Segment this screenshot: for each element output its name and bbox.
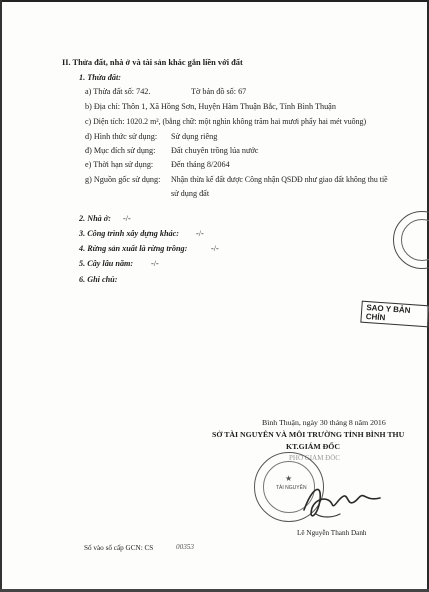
- item-perennial-value: -/-: [151, 259, 159, 268]
- registry-label: Số vào sổ cấp GCN: CS: [84, 544, 154, 552]
- scan-edge-top: [0, 0, 429, 2]
- origin-value-line2: sử dụng đất: [171, 189, 210, 198]
- item-construction-label: 3. Công trình xây dựng khác:: [79, 229, 179, 238]
- land-area: c) Diện tích: 1020.2 m², (bằng chữ: một nghìn không trăm hai mươi phẩy hai mét vuông): [85, 117, 367, 126]
- use-form-value: Sử dụng riêng: [171, 132, 218, 141]
- scan-edge-left: [0, 0, 2, 592]
- issuing-agency: SỞ TÀI NGUYÊN VÀ MÔI TRƯỜNG TỈNH BÌNH THU: [212, 430, 405, 439]
- land-address: b) Địa chỉ: Thôn 1, Xã Hồng Sơn, Huyện Hàm Thuận Bắc, Tỉnh Bình Thuận: [85, 102, 336, 111]
- origin-value-line1: Nhận thừa kế đất được Công nhận QSDĐ như giao đất không thu tiề: [171, 175, 388, 184]
- term-value: Đến tháng 8/2064: [171, 160, 230, 169]
- use-form-label: d) Hình thức sử dụng:: [85, 132, 158, 141]
- item-construction-value: -/-: [196, 229, 204, 238]
- copy-stamp: SAO Y BẢN CHÍN: [360, 301, 429, 328]
- item-house-value: -/-: [123, 214, 131, 223]
- map-sheet-number: Tờ bản đồ số: 67: [191, 87, 247, 96]
- origin-label: g) Nguồn gốc sử dụng:: [85, 175, 161, 184]
- term-label: e) Thời hạn sử dụng:: [85, 160, 154, 169]
- handwritten-signature: [298, 478, 384, 526]
- section-heading: II. Thửa đất, nhà ở và tài sản khác gắn liền với đất: [62, 58, 243, 67]
- registry-number: 00353: [176, 543, 194, 551]
- land-heading: 1. Thửa đất:: [79, 73, 121, 82]
- purpose-label: đ) Mục đích sử dụng:: [85, 146, 156, 155]
- purpose-value: Đất chuyên trồng lúa nước: [171, 146, 259, 155]
- seal-text: TÀI NGUYÊN: [276, 485, 307, 491]
- parcel-number: a) Thửa đất số: 742.: [85, 87, 151, 96]
- star-icon: ★: [285, 474, 293, 483]
- item-perennial-label: 5. Cây lâu năm:: [79, 259, 134, 268]
- item-house-label: 2. Nhà ở:: [79, 214, 111, 223]
- deputy-role: PHÓ GIÁM ĐỐC: [289, 454, 340, 462]
- right-seal-partial: [393, 211, 429, 271]
- item-forest-label: 4. Rừng sản xuất là rừng trồng:: [79, 244, 188, 253]
- place-date: Bình Thuận, ngày 30 tháng 8 năm 2016: [262, 418, 386, 427]
- item-notes-label: 6. Ghi chú:: [79, 275, 118, 284]
- item-forest-value: -/-: [211, 244, 219, 253]
- signer-role: KT.GIÁM ĐỐC: [286, 442, 340, 451]
- signer-name: Lê Nguyễn Thanh Danh: [297, 529, 367, 537]
